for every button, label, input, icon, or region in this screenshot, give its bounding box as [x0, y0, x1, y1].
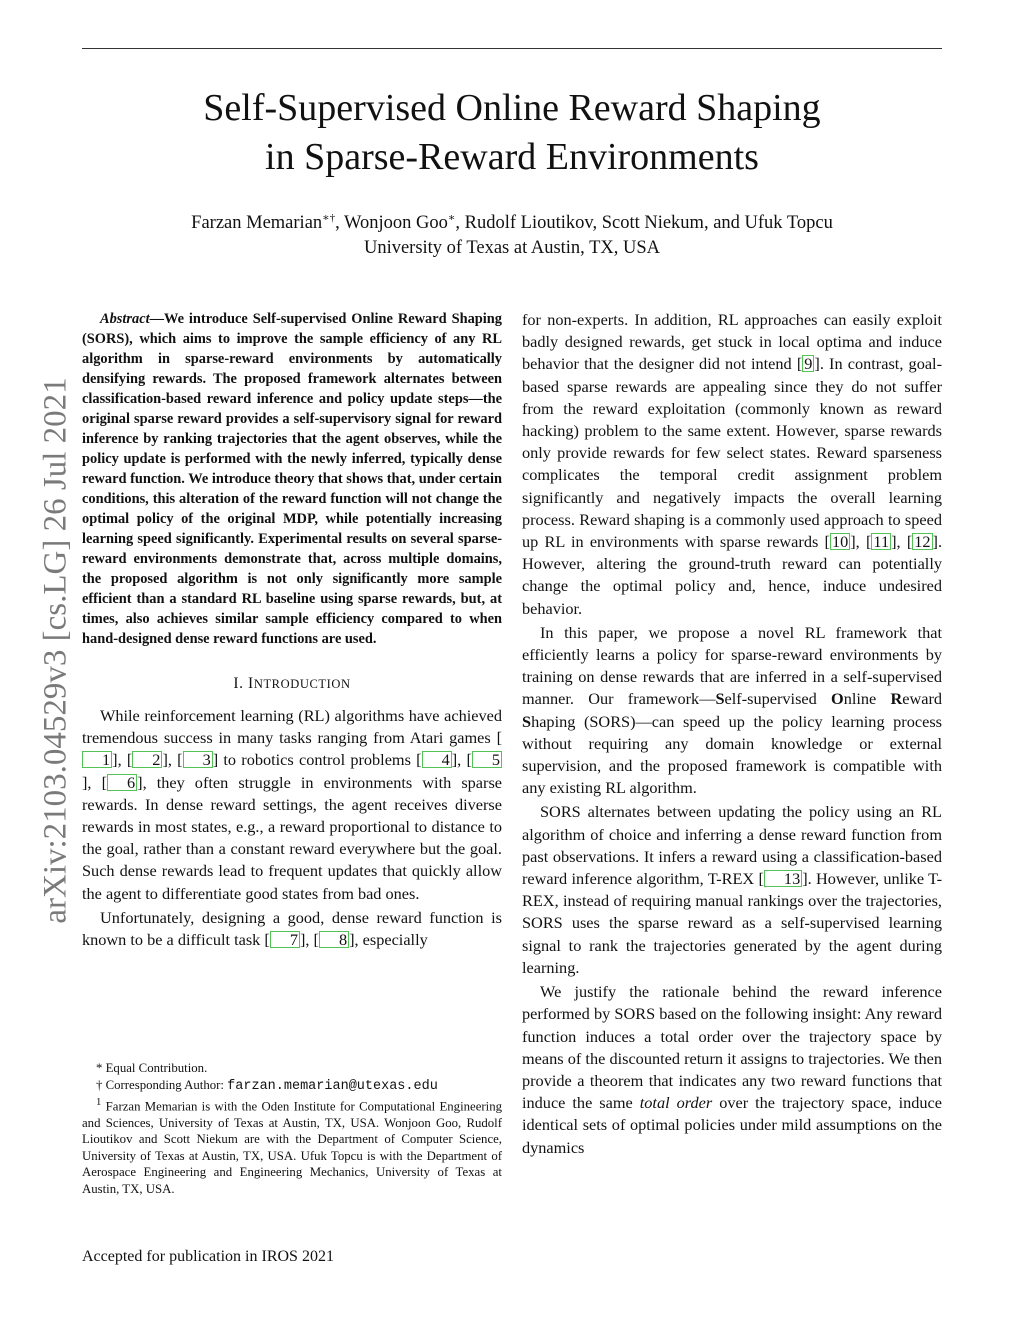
text-run: , — [855, 532, 866, 552]
footnote-corresponding-author — [82, 1077, 502, 1096]
acronym-letter: S — [522, 711, 532, 731]
citation-link[interactable]: 8 — [319, 931, 349, 948]
text-run: , — [305, 930, 314, 950]
footnote-mark: * — [96, 1061, 103, 1075]
text-run: haping (SORS)—can speed up the policy learning process without requiring any domain knowledge or external supervision, and the proposed framework is compatible with any existing RL algorithm. — [522, 711, 942, 798]
text-run: to robotics control problems — [218, 750, 417, 770]
text-run: elf-supervised — [724, 689, 832, 709]
left-column — [82, 309, 502, 953]
citation-link[interactable]: 12 — [914, 532, 931, 552]
author-1: Farzan Memarian — [191, 213, 323, 234]
text-run: , — [87, 772, 102, 792]
acronym-letter: R — [890, 689, 903, 709]
abstract-label: Abstract — [100, 311, 150, 327]
author-1-marks: ∗† — [322, 212, 336, 224]
text-run: , they often struggle in environments with sparse rewards. In dense reward settings, the agent receives diverse rewards in most states, e.g., a reward proportional to distance to the goal, rather than a constant reward everywhere but the goal. Such dense rewards lead to frequent updates that quickly allow the agent to differentiate good states from bad ones. — [82, 772, 503, 903]
citation-link[interactable]: 11 — [873, 532, 890, 552]
text-run: over the trajectory space, induce identical sets of optimal policies under mild assumptions on the dynamics — [522, 1093, 943, 1157]
arxiv-stamp-text: arXiv:2103.04529v3 [cs.LG] 26 Jul 2021 — [37, 377, 74, 924]
citation-link[interactable]: 10 — [831, 532, 849, 552]
text-run: , — [167, 750, 178, 770]
citation-link[interactable]: 13 — [764, 870, 802, 887]
citation-link[interactable]: 9 — [804, 354, 813, 374]
footnote-text: Equal Contribution. — [102, 1061, 208, 1075]
footnote-affiliations — [82, 1095, 502, 1197]
acronym-letter: S — [715, 689, 725, 709]
intro-paragraph-2-continued: for non-experts. In addition, RL approaches can easily exploit badly designed rewards, get stuck in local optima and induce behavior that the designer did not intend [ 9 ]. In contrast, goal-based sparse rewards are appealing since they do not suffer from the reward exploitation (commonly known as reward hacking) problem to the same extent. However, sparse rewards only provide rewards for few select states. Reward sparseness complicates the temporal credit assignment problem significantly and negatively impacts the overall learning process. Reward shaping is a commonly used approach to speed up RL in environments with sparse rewards [ 10 ], [ 11 ], [ 12 ]. However, altering the ground-truth reward can potentially change the optimal policy and, hence, induce undesired behavior. — [522, 310, 943, 618]
citation-link[interactable]: 1 — [82, 751, 112, 768]
intro-paragraph-5 — [522, 981, 942, 1159]
section-number: I. — [233, 675, 244, 692]
footnote-text: Farzan Memarian is with the Oden Institute for Computational Engineering and Sciences, University of Texas at Austin, TX, USA. Wonjoon Goo, Rudolf Lioutikov and Scott Niekum are with the Department of Computer Science, University of Texas at Austin, TX, USA. Ufuk Topcu is with the Department of Aerospace Engineering and Engineering Mechanics, University of Texas at Austin, TX, USA. — [82, 1099, 502, 1196]
text-run: In this paper, we propose a novel RL framework that efficiently learns a policy for sparse-reward environments by training on dense rewards that are inferred in a self-supervised manner. Our framework— — [522, 622, 942, 709]
citation-link[interactable]: 4 — [422, 751, 452, 768]
citation-link[interactable]: 2 — [132, 751, 162, 768]
citation-link[interactable]: 7 — [270, 931, 300, 948]
affiliation: University of Texas at Austin, TX, USA — [363, 238, 661, 259]
author-email[interactable]: farzan.memarian@utexas.edu — [227, 1078, 438, 1094]
text-run: . In contrast, goal-based sparse rewards are appealing since they do not suffer from the reward exploitation (commonly known as reward hacking) problem to the same extent. However, sparse rewards only provide rewards for few select states. Reward sparseness complicates the temporal credit assignment problem significantly and negatively impacts the overall learning process. Reward shaping is a commonly used approach to speed up RL in environments with sparse rewards — [522, 354, 943, 552]
top-rule — [82, 48, 942, 49]
citation-link[interactable]: 3 — [183, 751, 213, 768]
section-title-rest: NTRODUCTION — [253, 677, 351, 691]
paper-title — [82, 84, 942, 182]
title-line-1: Self-Supervised Online Reward Shaping — [203, 87, 821, 129]
citation-link[interactable]: 6 — [107, 774, 137, 791]
author-block — [82, 206, 942, 261]
publication-note: Accepted for publication in IROS 2021 — [82, 1248, 334, 1265]
title-line-2: in Sparse-Reward Environments — [265, 136, 759, 178]
text-run: nline — [843, 689, 891, 709]
emphasis: total order — [639, 1093, 713, 1113]
text-run: While reinforcement learning (RL) algorithms have achieved tremendous success in many tasks ranging from Atari games — [82, 706, 502, 748]
intro-paragraph-4: SORS alternates between updating the policy using an RL algorithm of choice and inferring a dense reward function from past observations. It infers a reward using a classification-based reward inference algorithm, T-REX [ 13 ]. However, unlike T-REX, instead of requiring manual rankings over the trajectories, SORS uses the sparse reward as a self-supervised learning signal to rank the trajectories generated by the agent during learning. — [522, 802, 942, 977]
footnote-text: Corresponding Author: — [102, 1077, 228, 1092]
text-run: , especially — [354, 930, 428, 950]
footnote-mark: 1 — [96, 1097, 102, 1108]
acronym-letter: O — [831, 689, 844, 709]
section-heading-introduction — [82, 675, 502, 693]
text-run: eward — [902, 689, 943, 709]
citation-link[interactable]: 5 — [472, 751, 502, 768]
text-run: for non-experts. In addition, RL approaches can easily exploit badly designed rewards, get stuck in local optima and induce behavior that the designer did not intend — [522, 310, 942, 374]
intro-paragraph-3 — [522, 622, 942, 800]
abstract — [82, 309, 502, 649]
right-column — [522, 309, 942, 1161]
abstract-text: —We introduce Self-supervised Online Reward Shaping (SORS), which aims to improve the sample efficiency of any RL algorithm in sparse-reward environments by automatically densifying rewards. The proposed framework alternates between classification-based reward inference and policy update steps—the original sparse reward provides a self-supervisory signal for reward inference by ranking trajectories that the agent observes, while the policy update is performed with the newly inferred, typically dense reward function. We introduce theory that shows that, under certain conditions, this alteration of the reward function will not change the optimal policy of the original MDP, while potentially increasing learning speed significantly. Experimental results on several sparse-reward environments demonstrate that, across multiple domains, the proposed algorithm is not only significantly more sample efficient than a standard RL baseline using sparse rewards, but, at times, also achieves similar sample efficiency compared to when hand-designed dense reward functions are used. — [82, 311, 502, 647]
text-run: , — [117, 750, 127, 770]
author-2-marks: ∗ — [447, 212, 456, 224]
text-run: We justify the rationale behind the reward inference performed by SORS based on the following insight: Any reward function induces a total order over the trajectory space by means of the discounted return it assigns to trajectories. We then provide a theorem that indicates any two reward functions that induce the same — [522, 982, 942, 1113]
text-run: Unfortunately, designing a good, dense reward function is known to be a difficult task — [82, 907, 502, 950]
section-first-letter: I — [248, 675, 254, 692]
footnote-equal-contribution — [82, 1060, 502, 1077]
footnotes — [82, 1060, 502, 1197]
text-run: , — [457, 750, 467, 770]
intro-paragraph-1: While reinforcement learning (RL) algorithms have achieved tremendous success in many tasks ranging from Atari games [1 ], [ 2 ], [ 3 ] to robotics control problems [ 4 ], [ 5], [ 6 ], they often struggle in environments with sparse rewards. In dense reward settings, the agent receives diverse rewards in most states, e.g., a reward proportional to distance to the goal, rather than a constant reward everywhere but the goal. Such dense rewards lead to frequent updates that quickly allow the agent to differentiate good states from bad ones. — [82, 706, 503, 903]
text-run: . However, unlike T-REX, instead of requiring manual rankings over the trajectories, SORS uses the sparse reward as a self-supervised learning signal to rank the trajectories generated by the agent during learning. — [522, 869, 942, 977]
text-run: SORS alternates between updating the policy using an RL algorithm of choice and inferring a dense reward function from past observations. It infers a reward using a classification-based reward inference algorithm, T-REX — [522, 802, 942, 889]
intro-paragraph-2: Unfortunately, designing a good, dense reward function is known to be a difficult task [ 7 ], [ 8 ], especially — [82, 907, 502, 950]
text-run: , — [896, 532, 907, 552]
author-list — [82, 206, 942, 236]
text-run: . However, altering the ground-truth reward can potentially change the optimal policy and, hence, induce undesired behavior. — [522, 532, 943, 618]
author-rest: , Rudolf Lioutikov, Scott Niekum, and Ufuk Topcu — [455, 213, 833, 234]
author-2: , Wonjoon Goo — [335, 213, 448, 234]
footnote-mark: † — [96, 1077, 103, 1092]
